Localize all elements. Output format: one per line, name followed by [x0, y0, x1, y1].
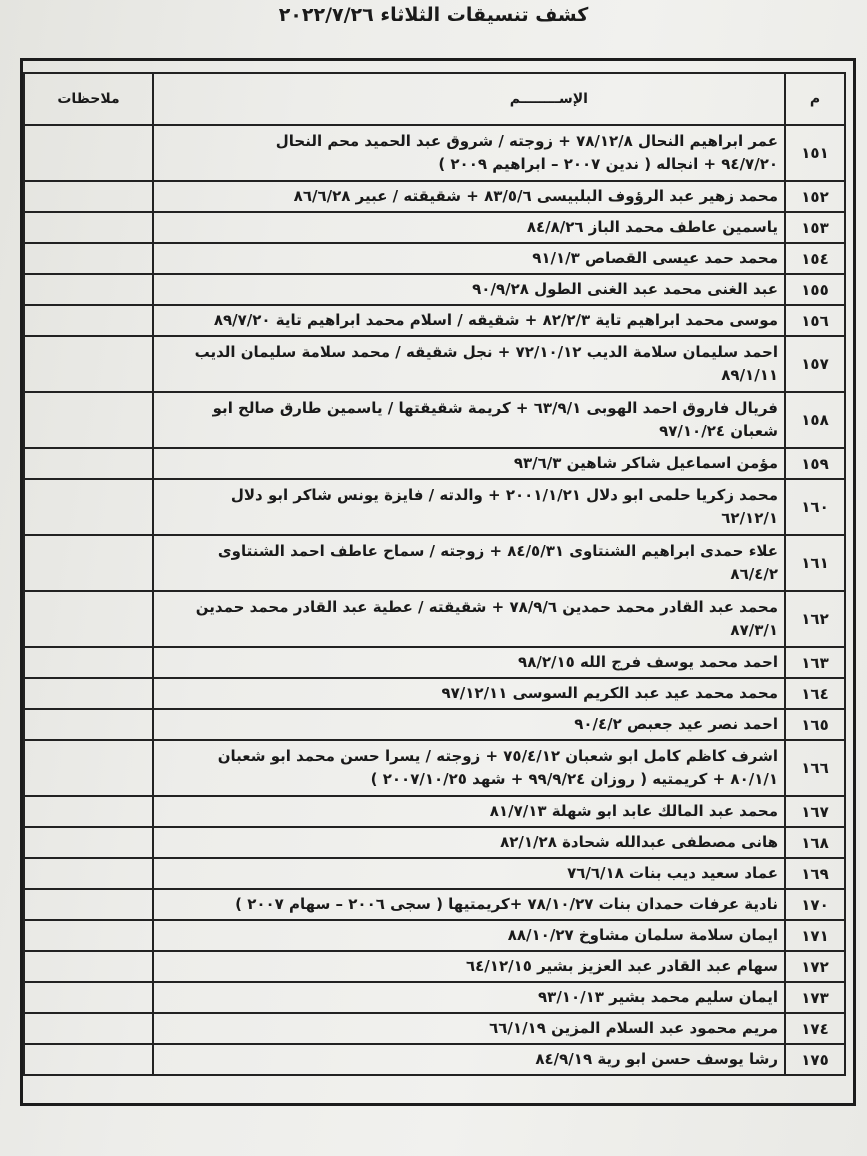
- name-column-header: [153, 73, 785, 125]
- table-row: [24, 827, 845, 858]
- table-row: [24, 181, 845, 212]
- row-name-line: محمد عبد القادر محمد حمدين ٧٨/٩/٦ + شقيقته / عطية عبد القادر محمد حمدين: [195, 598, 778, 616]
- row-name-cell: [153, 678, 785, 709]
- table-row: [24, 951, 845, 982]
- row-number: ١٦٠: [785, 479, 845, 535]
- row-number: ١٥٥: [785, 274, 845, 305]
- row-notes-cell: [24, 243, 153, 274]
- table-row: [24, 920, 845, 951]
- row-number: ١٥٢: [785, 181, 845, 212]
- row-number: ١٧٠: [785, 889, 845, 920]
- row-name-line: سهام عبد القادر عبد العزيز بشير ٦٤/١٢/١٥: [466, 957, 778, 975]
- row-notes-cell: [24, 535, 153, 591]
- row-notes-cell: [24, 889, 153, 920]
- row-name-line: عبد الغنى محمد عبد الغنى الطول ٩٠/٩/٢٨: [472, 280, 778, 298]
- page-title: كشف تنسيقات الثلاثاء ٢٠٢٢/٧/٢٦: [278, 4, 589, 26]
- row-number: ١٧٥: [785, 1044, 845, 1075]
- row-notes-cell: [24, 678, 153, 709]
- row-name-cell: [153, 448, 785, 479]
- row-number: ١٥٨: [785, 392, 845, 448]
- row-number: ١٦٧: [785, 796, 845, 827]
- row-notes-cell: [24, 740, 153, 796]
- row-name-cell: [153, 709, 785, 740]
- row-name-line: احمد محمد يوسف فرج الله ٩٨/٢/١٥: [518, 653, 778, 671]
- row-name-line: ٨٩/١/١١: [721, 366, 778, 384]
- row-name-cell: [153, 181, 785, 212]
- row-notes-cell: [24, 647, 153, 678]
- row-name-cell: [153, 647, 785, 678]
- names-table: [23, 72, 846, 1076]
- table-row: [24, 858, 845, 889]
- table-row: [24, 796, 845, 827]
- table-row: [24, 740, 845, 796]
- row-name-line: شعبان ٩٧/١٠/٢٤: [659, 422, 778, 440]
- row-number: ١٥٧: [785, 336, 845, 392]
- row-number: ١٦٣: [785, 647, 845, 678]
- table-header-row: [24, 73, 845, 125]
- row-notes-cell: [24, 1044, 153, 1075]
- row-notes-cell: [24, 827, 153, 858]
- row-number: ١٥٦: [785, 305, 845, 336]
- row-name-line: ايمان سليم محمد بشير ٩٣/١٠/١٣: [538, 988, 778, 1006]
- row-notes-cell: [24, 709, 153, 740]
- row-name-cell: [153, 827, 785, 858]
- row-notes-cell: [24, 448, 153, 479]
- row-notes-cell: [24, 212, 153, 243]
- row-name-line: محمد زهير عبد الرؤوف البلبيسى ٨٣/٥/٦ + شقيقته / عبير ٨٦/٦/٢٨: [293, 187, 778, 205]
- row-notes-cell: [24, 392, 153, 448]
- row-name-cell: [153, 1044, 785, 1075]
- row-notes-cell: [24, 591, 153, 647]
- row-notes-cell: [24, 336, 153, 392]
- table-row: [24, 982, 845, 1013]
- table-row: [24, 678, 845, 709]
- number-column-header: م: [785, 73, 845, 125]
- row-name-line: فريال فاروق احمد الهوبى ٦٣/٩/١ + كريمة شقيقتها / ياسمين طارق صالح ابو: [212, 399, 778, 417]
- row-name-cell: [153, 796, 785, 827]
- row-name-cell: [153, 392, 785, 448]
- row-name-line: ياسمين عاطف محمد الباز ٨٤/٨/٢٦: [526, 218, 778, 236]
- row-notes-cell: [24, 858, 153, 889]
- table-row: [24, 305, 845, 336]
- row-name-cell: [153, 858, 785, 889]
- row-number: ١٥١: [785, 125, 845, 181]
- row-name-line: ٩٤/٧/٢٠ + انجاله ( ندين ٢٠٠٧ – ابراهيم ٢٠٠٩ ): [438, 155, 778, 173]
- name-column-header-label: الإســــــــم: [509, 91, 588, 107]
- row-name-line: عمر ابراهيم النحال ٧٨/١٢/٨ + زوجته / شروق عبد الحميد محم النحال: [275, 132, 778, 150]
- table-row: [24, 479, 845, 535]
- table-row: [24, 1044, 845, 1075]
- row-name-cell: [153, 336, 785, 392]
- row-number: ١٦٩: [785, 858, 845, 889]
- row-name-cell: [153, 982, 785, 1013]
- row-notes-cell: [24, 274, 153, 305]
- table-row: [24, 125, 845, 181]
- row-name-line: ٨٦/٤/٢: [730, 565, 778, 583]
- row-notes-cell: [24, 796, 153, 827]
- table-body: [24, 125, 845, 1075]
- row-name-cell: [153, 889, 785, 920]
- row-name-line: ايمان سلامة سلمان مشاوخ ٨٨/١٠/٢٧: [507, 926, 778, 944]
- row-name-line: علاء حمدى ابراهيم الشنتاوى ٨٤/٥/٣١ + زوجته / سماح عاطف احمد الشنتاوى: [217, 542, 778, 560]
- row-name-line: ٨٠/١/١ + كريمتيه ( روزان ٩٩/٩/٢٤ + شهد ٢٠٠٧/١٠/٢٥ ): [370, 770, 778, 788]
- table-row: [24, 274, 845, 305]
- row-number: ١٦١: [785, 535, 845, 591]
- row-name-cell: [153, 479, 785, 535]
- row-notes-cell: [24, 982, 153, 1013]
- table-row: [24, 336, 845, 392]
- row-notes-cell: [24, 479, 153, 535]
- table-row: [24, 1013, 845, 1044]
- row-name-line: احمد نصر عيد جعبص ٩٠/٤/٢: [574, 715, 778, 733]
- row-number: ١٦٢: [785, 591, 845, 647]
- row-notes-cell: [24, 920, 153, 951]
- row-name-line: عماد سعيد ديب بنات ٧٦/٦/١٨: [567, 864, 778, 882]
- table-row: [24, 243, 845, 274]
- row-name-line: نادية عرفات حمدان بنات ٧٨/١٠/٢٧ +كريمتيها ( سجى ٢٠٠٦ – سهام ٢٠٠٧ ): [235, 895, 778, 913]
- row-name-line: ٦٢/١٢/١: [721, 509, 778, 527]
- row-number: ١٧٣: [785, 982, 845, 1013]
- row-name-line: احمد سليمان سلامة الديب ٧٢/١٠/١٢ + نجل شقيقه / محمد سلامة سليمان الديب: [194, 343, 778, 361]
- row-name-cell: [153, 212, 785, 243]
- table-row: [24, 889, 845, 920]
- row-name-cell: [153, 740, 785, 796]
- row-name-cell: [153, 305, 785, 336]
- row-name-line: محمد عبد المالك عابد ابو شهلة ٨١/٧/١٣: [489, 802, 778, 820]
- table-row: [24, 591, 845, 647]
- row-name-line: هانى مصطفى عبدالله شحادة ٨٢/١/٢٨: [500, 833, 778, 851]
- row-number: ١٧١: [785, 920, 845, 951]
- row-number: ١٥٣: [785, 212, 845, 243]
- row-notes-cell: [24, 1013, 153, 1044]
- table-row: [24, 392, 845, 448]
- notes-column-header: ملاحظات: [24, 73, 153, 125]
- row-number: ١٦٤: [785, 678, 845, 709]
- row-number: ١٦٥: [785, 709, 845, 740]
- row-name-line: محمد زكريا حلمى ابو دلال ٢٠٠١/١/٢١ + والدته / فايزة يونس شاكر ابو دلال: [230, 486, 778, 504]
- row-name-cell: [153, 274, 785, 305]
- row-number: ١٥٩: [785, 448, 845, 479]
- row-number: ١٦٨: [785, 827, 845, 858]
- row-notes-cell: [24, 125, 153, 181]
- table-row: [24, 212, 845, 243]
- row-number: ١٦٦: [785, 740, 845, 796]
- row-notes-cell: [24, 181, 153, 212]
- table-row: [24, 709, 845, 740]
- table-row: [24, 647, 845, 678]
- row-number: ١٥٤: [785, 243, 845, 274]
- row-name-line: مريم محمود عبد السلام المزين ٦٦/١/١٩: [489, 1019, 778, 1037]
- row-number: ١٧٤: [785, 1013, 845, 1044]
- row-name-cell: [153, 951, 785, 982]
- table-row: [24, 535, 845, 591]
- row-name-cell: [153, 535, 785, 591]
- row-name-cell: [153, 920, 785, 951]
- row-name-line: موسى محمد ابراهيم تاية ٨٢/٢/٣ + شقيقه / اسلام محمد ابراهيم تاية ٨٩/٧/٢٠: [213, 311, 778, 329]
- table-row: [24, 448, 845, 479]
- row-name-line: محمد حمد عيسى القصاص ٩١/١/٣: [532, 249, 778, 267]
- row-name-cell: [153, 1013, 785, 1044]
- row-name-cell: [153, 243, 785, 274]
- row-name-line: مؤمن اسماعيل شاكر شاهين ٩٣/٦/٣: [513, 454, 778, 472]
- row-notes-cell: [24, 305, 153, 336]
- row-name-cell: [153, 591, 785, 647]
- row-number: ١٧٢: [785, 951, 845, 982]
- row-notes-cell: [24, 951, 153, 982]
- row-name-cell: [153, 125, 785, 181]
- row-name-line: ٨٧/٣/١: [730, 621, 778, 639]
- row-name-line: رشا يوسف حسن ابو رية ٨٤/٩/١٩: [535, 1050, 778, 1068]
- row-name-line: محمد محمد عيد عبد الكريم السوسى ٩٧/١٢/١١: [441, 684, 778, 702]
- row-name-line: اشرف كاظم كامل ابو شعبان ٧٥/٤/١٢ + زوجته / يسرا حسن محمد ابو شعبان: [217, 747, 778, 765]
